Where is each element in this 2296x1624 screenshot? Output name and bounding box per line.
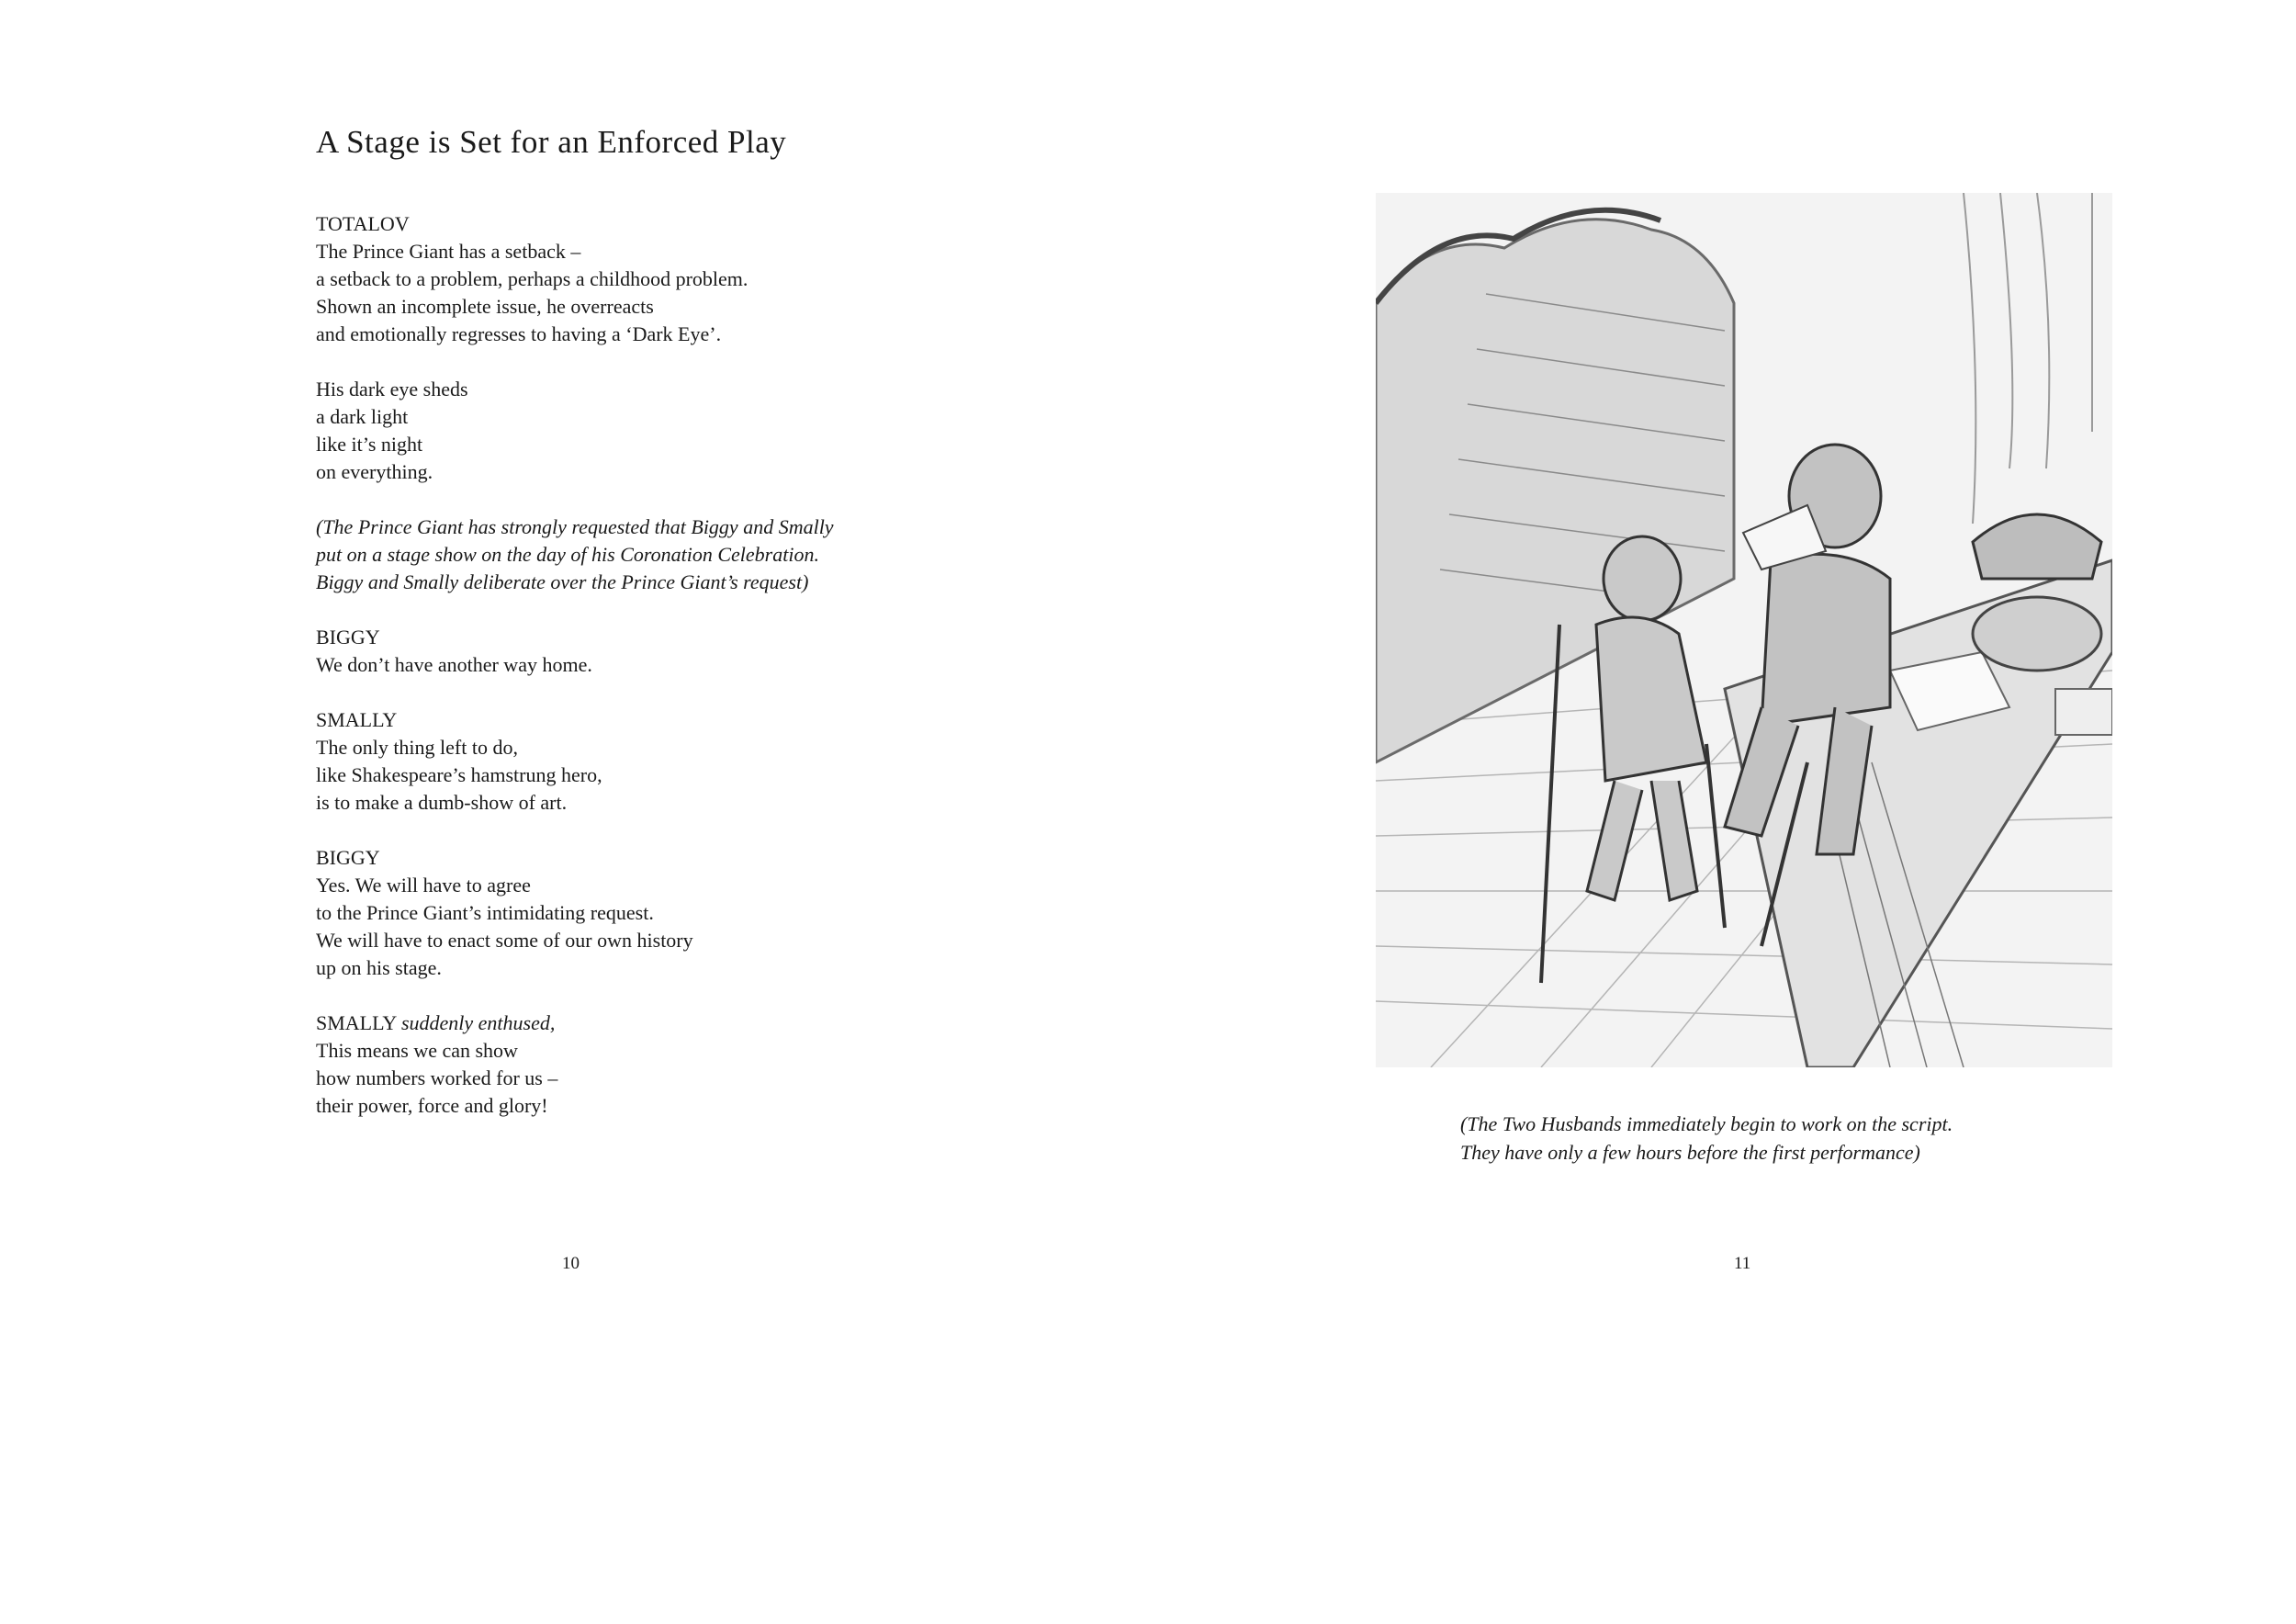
dialogue-line: is to make a dumb-show of art. [316,791,568,814]
stage-direction [316,513,959,596]
dialogue-block-biggy [316,624,959,679]
dialogue-line: up on his stage. [316,956,442,979]
dialogue-line: His dark eye sheds [316,378,468,400]
dialogue-block-totalov [316,210,959,348]
dialogue-block-smally [316,706,959,817]
dialogue-line: on everything. [316,460,433,483]
dialogue-line: like Shakespeare’s hamstrung hero, [316,763,602,786]
dialogue-line: The Prince Giant has a setback – [316,240,581,263]
speaker-name: TOTALOV [316,212,410,235]
dialogue-line: Shown an incomplete issue, he overreacts [316,295,654,318]
dialogue-line: like it’s night [316,433,423,456]
dialogue-line: We don’t have another way home. [316,653,592,676]
dialogue-line: and emotionally regresses to having a ‘Dark Eye’. [316,322,722,345]
dialogue-block-smally [316,1009,959,1120]
speaker-name: SMALLY [316,708,398,731]
dialogue-line: The only thing left to do, [316,736,518,759]
book [2055,689,2112,735]
stage-illustration [1376,193,2112,1067]
speaker-name: BIGGY [316,846,380,869]
page-title: A Stage is Set for an Enforced Play [316,124,787,160]
page-number: 10 [562,1254,580,1273]
vase [1973,597,2101,671]
play-script [316,210,959,1147]
dialogue-block-biggy [316,844,959,982]
stage-direction-line: (The Prince Giant has strongly requested that Biggy and Smally [316,515,834,538]
illustration-caption [1460,1110,1953,1167]
dialogue-line: a setback to a problem, perhaps a childhood problem. [316,267,748,290]
dialogue-line: a dark light [316,405,409,428]
dialogue-line: This means we can show [316,1039,518,1062]
speaker-name: SMALLY [316,1011,397,1034]
speaker-with-note [316,1009,959,1037]
illustration-drawing [1376,193,2112,1067]
dialogue-block-continued [316,376,959,486]
speaker-name: BIGGY [316,626,380,648]
dialogue-line: Yes. We will have to agree [316,874,531,897]
dialogue-line: We will have to enact some of our own history [316,929,693,952]
right-page [1148,0,2296,1624]
dialogue-line: their power, force and glory! [316,1094,548,1117]
page-number: 11 [1734,1254,1751,1273]
stage-direction-line: put on a stage show on the day of his Coronation Celebration. [316,543,819,566]
speaker-note: suddenly enthused, [400,1011,556,1034]
caption-line: (The Two Husbands immediately begin to work on the script. [1460,1112,1953,1135]
dialogue-line: to the Prince Giant’s intimidating request. [316,901,654,924]
caption-line: They have only a few hours before the first performance) [1460,1141,1920,1164]
stage-direction-line: Biggy and Smally deliberate over the Prince Giant’s request) [316,570,809,593]
dialogue-line: how numbers worked for us – [316,1066,558,1089]
